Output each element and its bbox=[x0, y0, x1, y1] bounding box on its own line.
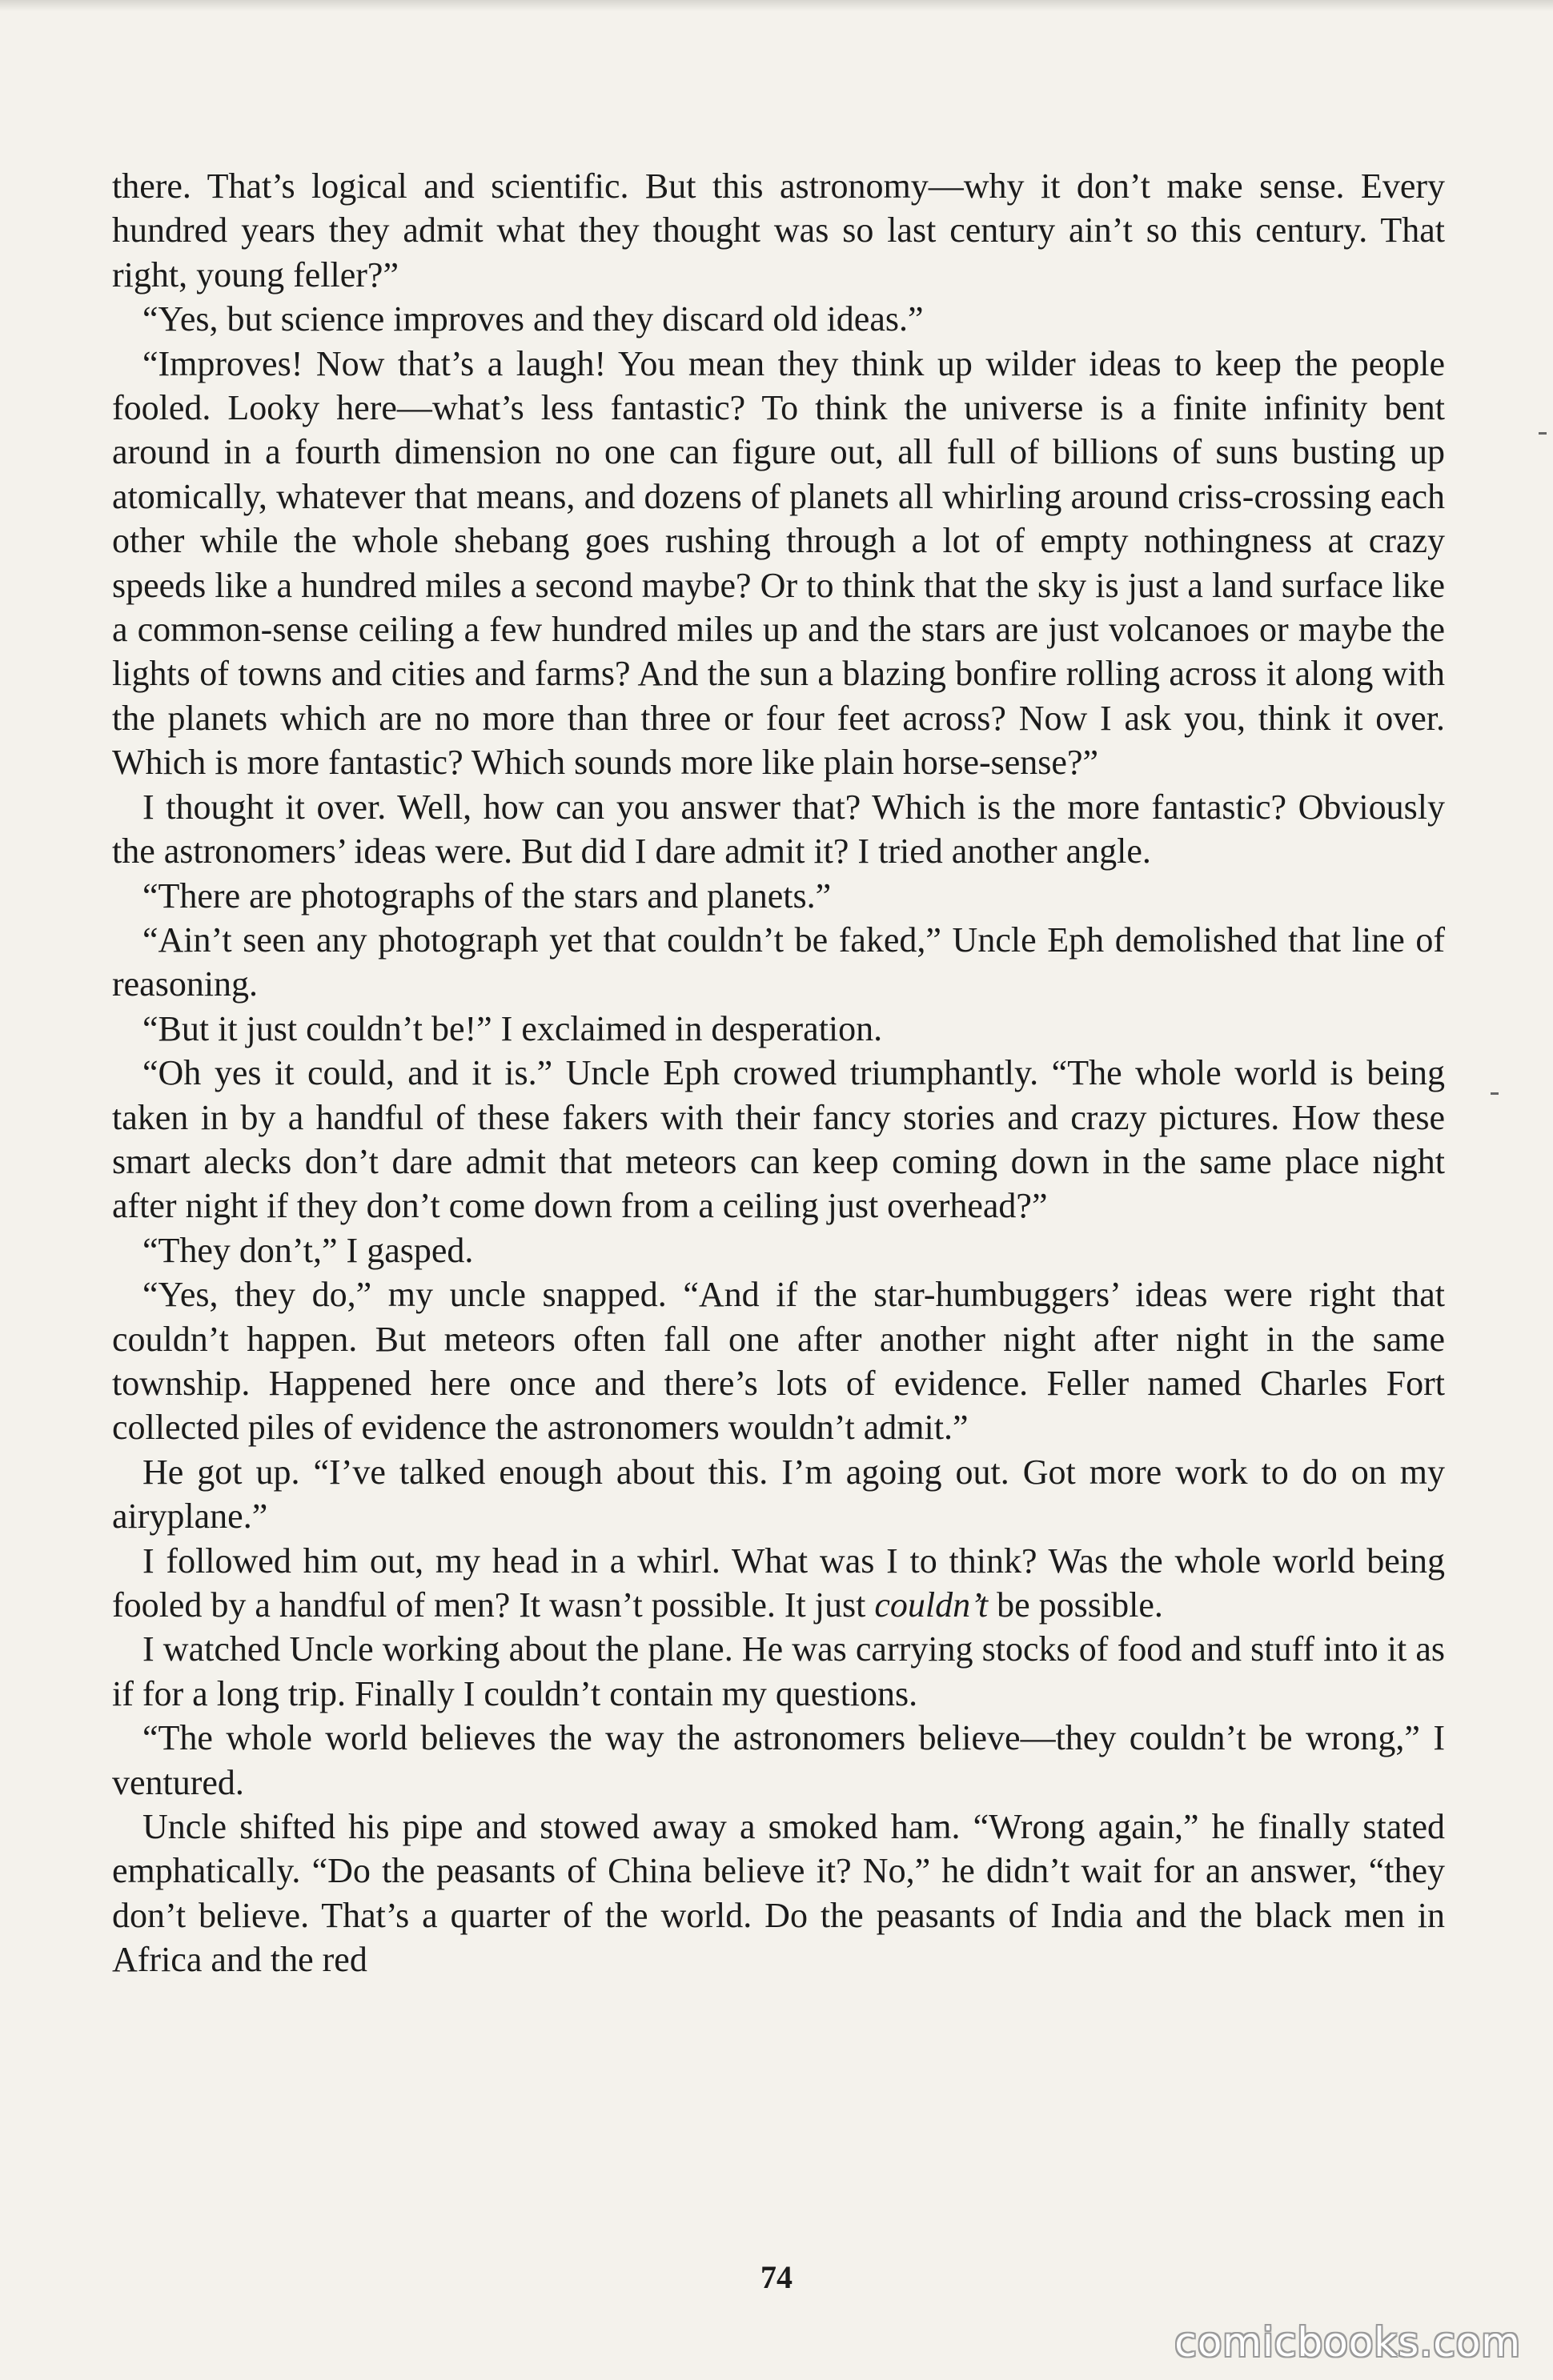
page-number: 74 bbox=[760, 2259, 793, 2295]
paragraph: “Oh yes it could, and it is.” Uncle Eph crowed triumphantly. “The whole world is being taken in by a handful of these fakers with their fancy stories and crazy pictures. How these smart alecks don’t dare admit that meteors can keep coming down in the same place night after night if they don’t come down from a ceiling just overhead?” bbox=[112, 1053, 1445, 1226]
margin-mark bbox=[1539, 432, 1547, 435]
page-top-edge bbox=[0, 0, 1553, 11]
paragraph: “But it just couldn’t be!” I exclaimed in desperation. bbox=[142, 1008, 883, 1048]
paragraph: He got up. “I’ve talked enough about this. I’m agoing out. Got more work to do on my airyplane.” bbox=[112, 1452, 1445, 1537]
paragraph: “There are photographs of the stars and planets.” bbox=[142, 875, 832, 916]
paragraph: Uncle shifted his pipe and stowed away a smoked ham. “Wrong again,” he finally stated emphatically. “Do the peasants of China believe it? No,” he didn’t wait for an answer, “they don’t believe. That’s a quarter of the world. Do the peasants of India and the black men in Africa and the red bbox=[112, 1807, 1445, 1980]
paragraph: “Improves! Now that’s a laugh! You mean they think up wilder ideas to keep the people fooled. Looky here—what’s less fantastic? To think the universe is a finite infinity bent around in a fourth dimension no one can figure out, all full of billions of suns busting up atomically, whatever that means, and dozens of planets all whirling around criss-crossing each other while the whole shebang goes rushing through a lot of empty nothingness at crazy speeds like a hundred miles a second maybe? Or to think that the sky is just a land surface like a common-sense ceiling a few hundred miles up and the stars are just volcanoes or maybe the lights of towns and cities and farms? And the sun a blazing bonfire rolling across it along with the planets which are no more than three or four feet across? Now I ask you, think it over. Which is more fantastic? Which sounds more like plain horse-sense?” bbox=[112, 343, 1445, 783]
italic-word: couldn’t bbox=[874, 1585, 989, 1625]
paragraph: I watched Uncle working about the plane. He was carrying stocks of food and stuff into it as if for a long trip. Finally I couldn’t contain my questions. bbox=[112, 1629, 1445, 1713]
margin-mark bbox=[1491, 1092, 1499, 1095]
paragraph: “Yes, but science improves and they discard old ideas.” bbox=[142, 299, 924, 339]
paragraph: “Ain’t seen any photograph yet that couldn’t be faked,” Uncle Eph demolished that line of reasoning. bbox=[112, 920, 1445, 1004]
watermark-logo: comicbooks.com bbox=[1174, 2319, 1521, 2366]
paragraph-with-italic bbox=[112, 1539, 1445, 1628]
paragraph: “They don’t,” I gasped. bbox=[142, 1230, 474, 1270]
paragraph-text: be possible. bbox=[988, 1585, 1163, 1625]
paragraph: there. That’s logical and scientific. But this astronomy—why it don’t make sense. Every hundred years they admit what they thought was so last century ain’t so this century. That right, young feller?” bbox=[112, 166, 1445, 294]
paragraph: I thought it over. Well, how can you answer that? Which is the more fantastic? Obviously the astronomers’ ideas were. But did I dare admit it? I tried another angle. bbox=[112, 787, 1445, 871]
paragraph-text: I followed him out, my head in a whirl. What was I to think? Was the whole world being fooled by a handful of men? It wasn’t possible. It just bbox=[112, 1541, 1445, 1625]
paragraph: “The whole world believes the way the astronomers believe—they couldn’t be wrong,” I ventured. bbox=[112, 1718, 1445, 1802]
paragraph: “Yes, they do,” my uncle snapped. “And if the star-humbuggers’ ideas were right that couldn’t happen. But meteors often fall one after another night after night in the same township. Happened here once and there’s lots of evidence. Feller named Charles Fort collected piles of evidence the astronomers wouldn’t admit.” bbox=[112, 1275, 1445, 1448]
page-body bbox=[112, 164, 1445, 1982]
